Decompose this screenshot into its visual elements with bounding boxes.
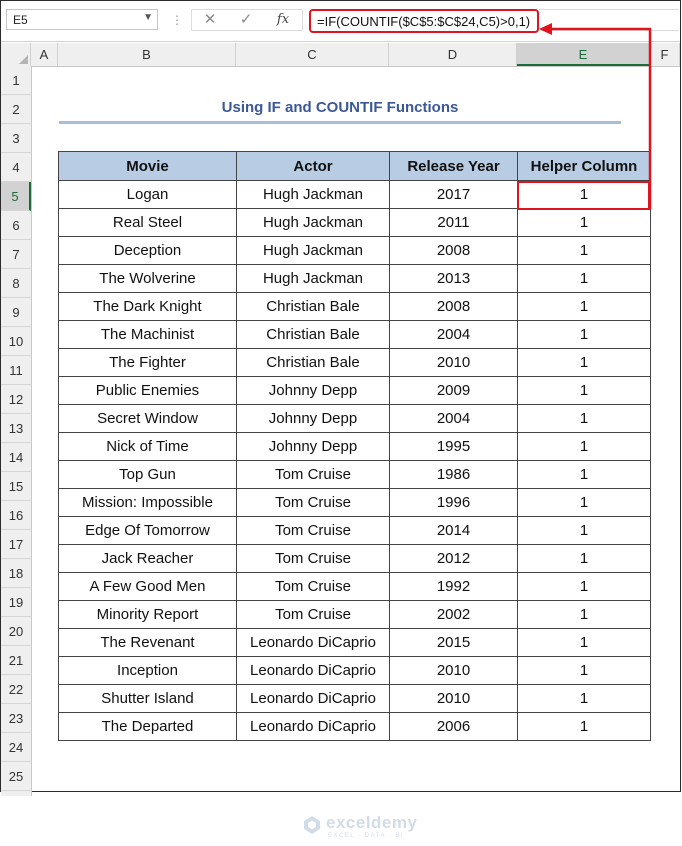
formula-bar bbox=[1, 1, 680, 42]
table-row bbox=[59, 321, 651, 349]
row-header-8[interactable]: 8 bbox=[1, 269, 31, 298]
row-header-25[interactable]: 25 bbox=[1, 762, 31, 791]
header-release-year[interactable]: Release Year bbox=[390, 152, 518, 181]
exceldemy-watermark bbox=[300, 812, 450, 846]
table-header-row bbox=[59, 152, 651, 181]
select-all-button[interactable] bbox=[1, 43, 31, 66]
header-actor[interactable]: Actor bbox=[237, 152, 390, 181]
cell-actor[interactable]: Leonardo DiCaprio bbox=[237, 657, 390, 685]
cell-helper-value[interactable]: 1 bbox=[518, 181, 651, 209]
cell-release-year[interactable]: 2013 bbox=[390, 265, 518, 293]
cell-actor[interactable]: Johnny Depp bbox=[237, 433, 390, 461]
column-header-a[interactable]: A bbox=[31, 43, 58, 66]
table-row bbox=[59, 685, 651, 713]
cell-release-year[interactable]: 2010 bbox=[390, 657, 518, 685]
row-header-22[interactable]: 22 bbox=[1, 675, 31, 704]
table-row bbox=[59, 265, 651, 293]
cell-movie[interactable]: Public Enemies bbox=[59, 377, 237, 405]
row-header-7[interactable]: 7 bbox=[1, 240, 31, 269]
row-header-20[interactable]: 20 bbox=[1, 617, 31, 646]
column-header-c[interactable]: C bbox=[236, 43, 389, 66]
table-row bbox=[59, 293, 651, 321]
cell-helper-value[interactable]: 1 bbox=[518, 629, 651, 657]
table-row bbox=[59, 629, 651, 657]
cell-helper-value[interactable]: 1 bbox=[518, 349, 651, 377]
cell-actor[interactable]: Johnny Depp bbox=[237, 377, 390, 405]
cell-movie[interactable]: Nick of Time bbox=[59, 433, 237, 461]
table-row bbox=[59, 237, 651, 265]
cell-actor[interactable]: Tom Cruise bbox=[237, 489, 390, 517]
cell-movie[interactable]: The Wolverine bbox=[59, 265, 237, 293]
cell-release-year[interactable]: 2015 bbox=[390, 629, 518, 657]
exceldemy-logo-icon bbox=[302, 815, 322, 835]
cell-helper-value[interactable]: 1 bbox=[518, 657, 651, 685]
watermark-tagline: EXCEL · DATA · BI bbox=[328, 833, 405, 839]
formula-input[interactable] bbox=[309, 9, 539, 33]
row-header-23[interactable]: 23 bbox=[1, 704, 31, 733]
cell-movie[interactable]: Deception bbox=[59, 237, 237, 265]
column-header-d[interactable]: D bbox=[389, 43, 517, 66]
worksheet-grid[interactable] bbox=[32, 67, 680, 839]
row-header-19[interactable]: 19 bbox=[1, 588, 31, 617]
cell-helper-value[interactable]: 1 bbox=[518, 517, 651, 545]
cell-helper-value[interactable]: 1 bbox=[518, 321, 651, 349]
cell-release-year[interactable]: 2004 bbox=[390, 321, 518, 349]
table-row bbox=[59, 209, 651, 237]
row-header-12[interactable]: 12 bbox=[1, 385, 31, 414]
cell-actor[interactable]: Christian Bale bbox=[237, 293, 390, 321]
row-header-16[interactable]: 16 bbox=[1, 501, 31, 530]
cell-movie[interactable]: The Fighter bbox=[59, 349, 237, 377]
cell-release-year[interactable]: 1995 bbox=[390, 433, 518, 461]
name-box-value: E5 bbox=[13, 13, 28, 27]
row-header-21[interactable]: 21 bbox=[1, 646, 31, 675]
cell-movie[interactable]: Inception bbox=[59, 657, 237, 685]
row-header-6[interactable]: 6 bbox=[1, 211, 31, 240]
cell-release-year[interactable]: 2004 bbox=[390, 405, 518, 433]
cell-release-year[interactable]: 2014 bbox=[390, 517, 518, 545]
cell-helper-value[interactable]: 1 bbox=[518, 209, 651, 237]
cell-helper-value[interactable]: 1 bbox=[518, 573, 651, 601]
cell-movie[interactable]: Top Gun bbox=[59, 461, 237, 489]
cell-release-year[interactable]: 2006 bbox=[390, 713, 518, 741]
cell-actor[interactable]: Christian Bale bbox=[237, 349, 390, 377]
table-body bbox=[59, 181, 651, 741]
cell-helper-value[interactable]: 1 bbox=[518, 489, 651, 517]
table-row bbox=[59, 657, 651, 685]
table-row bbox=[59, 489, 651, 517]
cell-movie[interactable]: The Machinist bbox=[59, 321, 237, 349]
cell-helper-value[interactable]: 1 bbox=[518, 713, 651, 741]
cell-movie[interactable]: Secret Window bbox=[59, 405, 237, 433]
cell-release-year[interactable]: 2009 bbox=[390, 377, 518, 405]
cancel-icon[interactable]: ✕ bbox=[203, 11, 217, 28]
row-header-1[interactable]: 1 bbox=[1, 66, 31, 95]
cell-release-year[interactable]: 2010 bbox=[390, 685, 518, 713]
cell-actor[interactable]: Leonardo DiCaprio bbox=[237, 629, 390, 657]
cell-actor[interactable]: Tom Cruise bbox=[237, 461, 390, 489]
row-headers bbox=[1, 66, 32, 796]
cell-release-year[interactable]: 2010 bbox=[390, 349, 518, 377]
cell-actor[interactable]: Johnny Depp bbox=[237, 405, 390, 433]
cell-actor[interactable]: Tom Cruise bbox=[237, 517, 390, 545]
cell-actor[interactable]: Christian Bale bbox=[237, 321, 390, 349]
sheet-title: Using IF and COUNTIF Functions bbox=[221, 99, 459, 116]
movies-table bbox=[58, 151, 651, 741]
cell-movie[interactable]: Logan bbox=[59, 181, 237, 209]
cell-release-year[interactable]: 1986 bbox=[390, 461, 518, 489]
column-header-b[interactable]: B bbox=[58, 43, 236, 66]
table-row bbox=[59, 713, 651, 741]
header-movie[interactable]: Movie bbox=[59, 152, 237, 181]
cell-release-year[interactable]: 2008 bbox=[390, 237, 518, 265]
watermark-name: exceldemy bbox=[326, 813, 418, 832]
table-row bbox=[59, 377, 651, 405]
row-header-2[interactable]: 2 bbox=[1, 95, 31, 124]
row-header-13[interactable]: 13 bbox=[1, 414, 31, 443]
table-row bbox=[59, 405, 651, 433]
row-header-10[interactable]: 10 bbox=[1, 327, 31, 356]
row-header-15[interactable]: 15 bbox=[1, 472, 31, 501]
table-row bbox=[59, 433, 651, 461]
formula-input-extension[interactable] bbox=[539, 9, 679, 31]
formula-text: =IF(COUNTIF($C$5:$C$24,C5)>0,1) bbox=[317, 14, 531, 29]
row-header-9[interactable]: 9 bbox=[1, 298, 31, 327]
cell-helper-value[interactable]: 1 bbox=[518, 601, 651, 629]
formula-bar-grip-icon: ⋮ bbox=[171, 13, 183, 27]
cell-movie[interactable]: Real Steel bbox=[59, 209, 237, 237]
cell-movie[interactable]: The Revenant bbox=[59, 629, 237, 657]
table-row bbox=[59, 461, 651, 489]
cell-helper-value[interactable]: 1 bbox=[518, 685, 651, 713]
cell-movie[interactable]: Edge Of Tomorrow bbox=[59, 517, 237, 545]
table-row bbox=[59, 349, 651, 377]
cell-movie[interactable]: Jack Reacher bbox=[59, 545, 237, 573]
cell-actor[interactable]: Leonardo DiCaprio bbox=[237, 713, 390, 741]
chevron-down-icon[interactable]: ▼ bbox=[143, 12, 153, 23]
cell-release-year[interactable]: 2012 bbox=[390, 545, 518, 573]
insert-function-icon[interactable]: fx bbox=[276, 12, 290, 27]
title-underline bbox=[59, 121, 621, 124]
cell-helper-value[interactable]: 1 bbox=[518, 405, 651, 433]
cell-actor[interactable]: Tom Cruise bbox=[237, 573, 390, 601]
table-row bbox=[59, 573, 651, 601]
name-box[interactable] bbox=[6, 9, 158, 30]
row-header-18[interactable]: 18 bbox=[1, 559, 31, 588]
cell-helper-value[interactable]: 1 bbox=[518, 377, 651, 405]
active-cell-highlight bbox=[517, 181, 650, 210]
column-header-e[interactable]: E bbox=[517, 43, 650, 66]
cell-actor[interactable]: Tom Cruise bbox=[237, 601, 390, 629]
cell-helper-value[interactable]: 1 bbox=[518, 461, 651, 489]
column-headers bbox=[1, 43, 680, 67]
cell-helper-value[interactable]: 1 bbox=[518, 237, 651, 265]
enter-icon[interactable]: ✓ bbox=[239, 11, 253, 28]
cell-helper-value[interactable]: 1 bbox=[518, 545, 651, 573]
cell-helper-value[interactable]: 1 bbox=[518, 433, 651, 461]
row-header-5[interactable]: 5 bbox=[1, 182, 31, 211]
row-header-11[interactable]: 11 bbox=[1, 356, 31, 385]
table-row bbox=[59, 545, 651, 573]
row-header-14[interactable]: 14 bbox=[1, 443, 31, 472]
cell-actor[interactable]: Hugh Jackman bbox=[237, 209, 390, 237]
cell-movie[interactable]: A Few Good Men bbox=[59, 573, 237, 601]
cell-helper-value[interactable]: 1 bbox=[518, 293, 651, 321]
cell-movie[interactable]: The Departed bbox=[59, 713, 237, 741]
cell-release-year[interactable]: 2002 bbox=[390, 601, 518, 629]
cell-movie[interactable]: Mission: Impossible bbox=[59, 489, 237, 517]
cell-actor[interactable]: Hugh Jackman bbox=[237, 181, 390, 209]
table-row bbox=[59, 517, 651, 545]
cell-actor[interactable]: Hugh Jackman bbox=[237, 237, 390, 265]
cell-release-year[interactable]: 1992 bbox=[390, 573, 518, 601]
table-row bbox=[59, 601, 651, 629]
header-helper-column[interactable]: Helper Column bbox=[518, 152, 651, 181]
cell-release-year[interactable]: 2017 bbox=[390, 181, 518, 209]
row-header-24[interactable]: 24 bbox=[1, 733, 31, 762]
cell-release-year[interactable]: 2011 bbox=[390, 209, 518, 237]
row-header-3[interactable]: 3 bbox=[1, 124, 31, 153]
cell-actor[interactable]: Tom Cruise bbox=[237, 545, 390, 573]
cell-actor[interactable]: Leonardo DiCaprio bbox=[237, 685, 390, 713]
cell-release-year[interactable]: 2008 bbox=[390, 293, 518, 321]
cell-movie[interactable]: Minority Report bbox=[59, 601, 237, 629]
cell-actor[interactable]: Hugh Jackman bbox=[237, 265, 390, 293]
row-header-17[interactable]: 17 bbox=[1, 530, 31, 559]
column-header-f[interactable]: F bbox=[650, 43, 680, 66]
cell-movie[interactable]: Shutter Island bbox=[59, 685, 237, 713]
cell-helper-value[interactable]: 1 bbox=[518, 265, 651, 293]
row-header-4[interactable]: 4 bbox=[1, 153, 31, 182]
cell-movie[interactable]: The Dark Knight bbox=[59, 293, 237, 321]
cell-release-year[interactable]: 1996 bbox=[390, 489, 518, 517]
